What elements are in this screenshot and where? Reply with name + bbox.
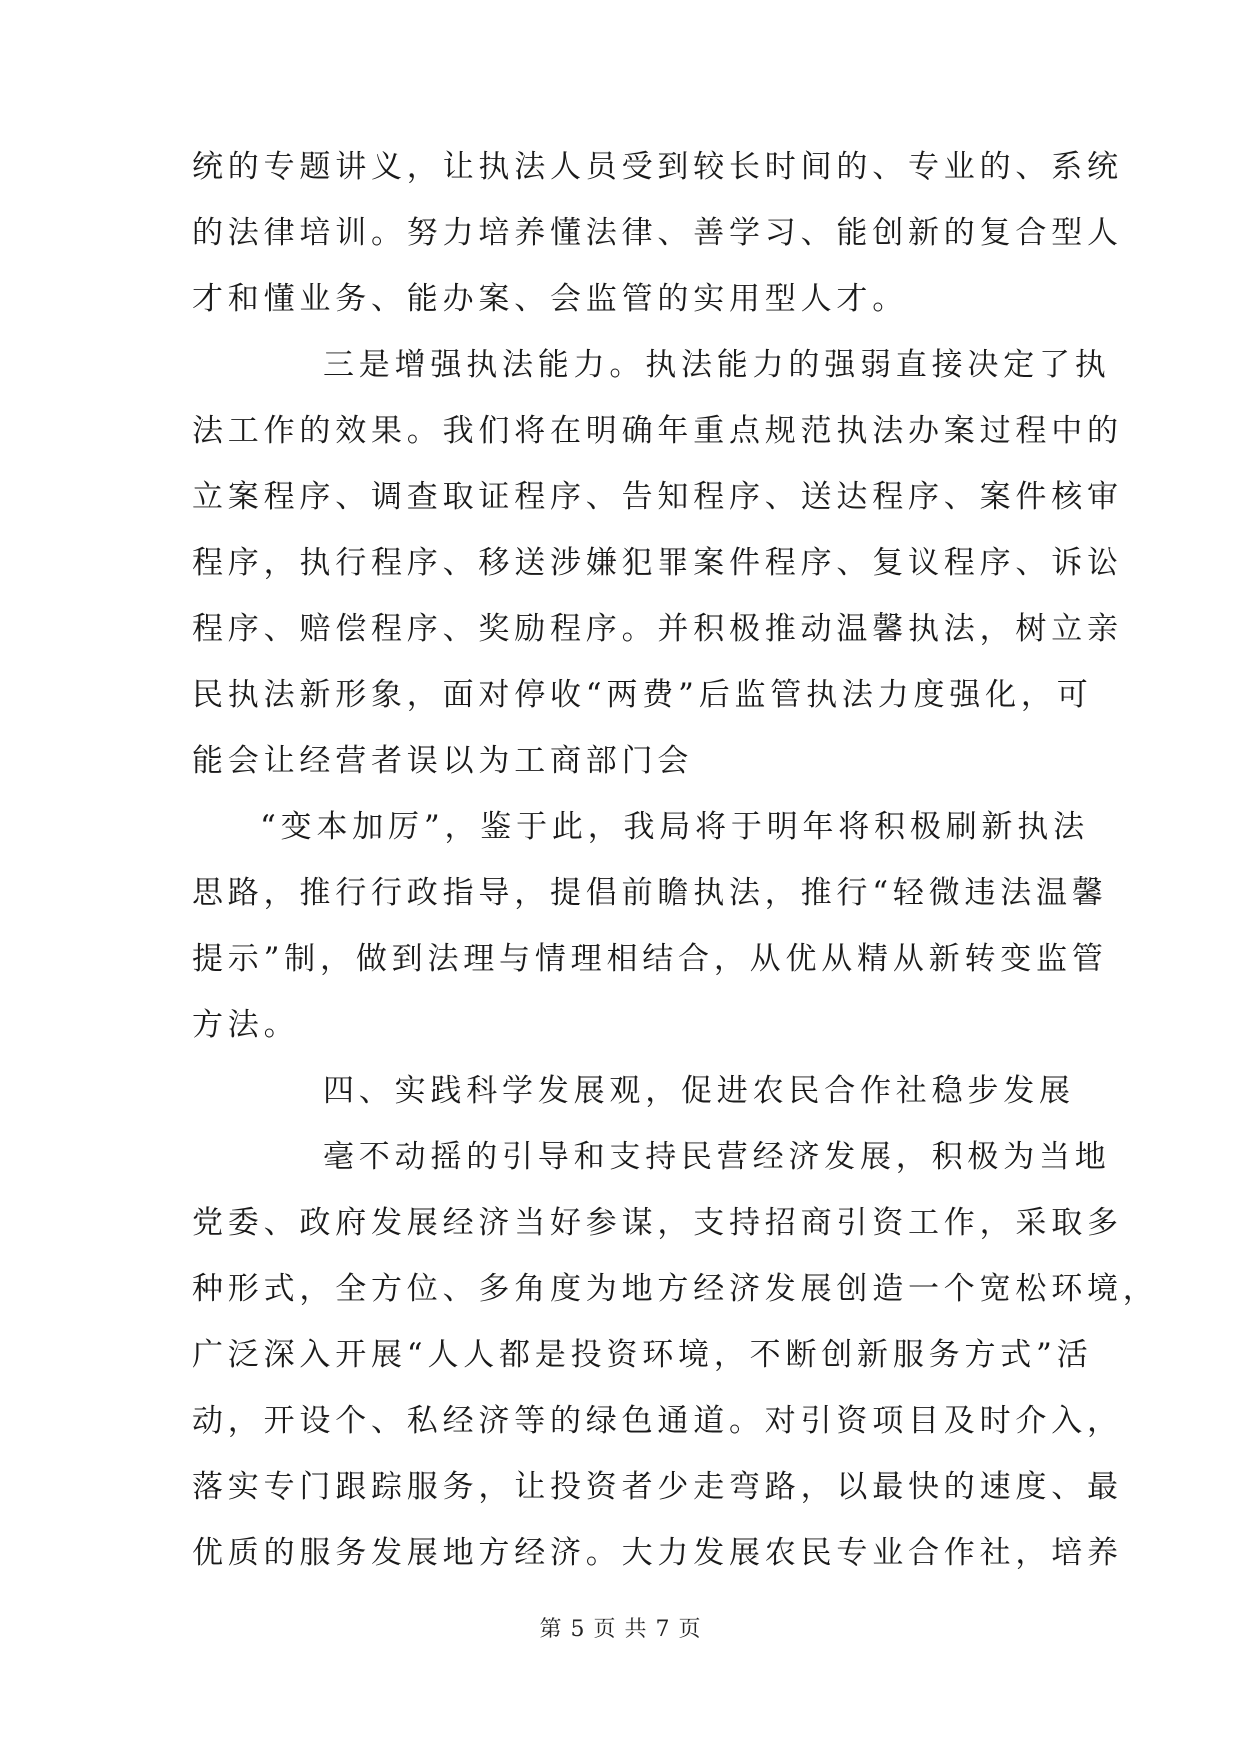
text-line: 优质的服务发展地方经济。大力发展农民专业合作社，培养: [192, 1535, 1123, 1571]
page-footer: 第 5 页 共 7 页: [539, 1617, 702, 1642]
text-line: 党委、政府发展经济当好参谋，支持招商引资工作，采取多: [192, 1205, 1123, 1241]
text-line: 程序，执行程序、移送涉嫌犯罪案件程序、复议程序、诉讼: [192, 545, 1123, 581]
text-line: 落实专门跟踪服务，让投资者少走弯路，以最快的速度、最: [192, 1469, 1123, 1505]
text-line: 思路，推行行政指导，提倡前瞻执法，推行“轻微违法温馨: [192, 875, 1108, 911]
text-line: 广泛深入开展“人人都是投资环境，不断创新服务方式”活: [192, 1337, 1093, 1373]
text-line: 能会让经营者误以为工商部门会: [192, 743, 694, 779]
text-line: 动，开设个、私经济等的绿色通道。对引资项目及时介入，: [192, 1403, 1123, 1439]
text-line: 种形式，全方位、多角度为地方经济发展创造一个宽松环境，: [192, 1271, 1159, 1307]
paragraph-first-line: 三是增强执法能力。执法能力的强弱直接决定了执: [323, 347, 1111, 383]
text-line: 立案程序、调查取证程序、告知程序、送达程序、案件核审: [192, 479, 1123, 515]
text-line: 方法。: [192, 1007, 300, 1043]
text-line: 程序、赔偿程序、奖励程序。并积极推动温馨执法，树立亲: [192, 611, 1123, 647]
paragraph-first-line: “变本加厉”，鉴于此，我局将于明年将积极刷新执法: [260, 809, 1089, 845]
text-line: 才和懂业务、能办案、会监管的实用型人才。: [192, 281, 908, 317]
text-line: 提示”制，做到法理与情理相结合，从优从精从新转变监管: [192, 941, 1108, 977]
section-heading: 四、实践科学发展观，促进农民合作社稳步发展: [323, 1073, 1075, 1109]
text-line: 民执法新形象，面对停收“两费”后监管执法力度强化，可: [192, 677, 1093, 713]
text-line: 法工作的效果。我们将在明确年重点规范执法办案过程中的: [192, 413, 1123, 449]
text-line: 的法律培训。努力培养懂法律、善学习、能创新的复合型人: [192, 215, 1123, 251]
text-line: 统的专题讲义，让执法人员受到较长时间的、专业的、系统: [192, 149, 1123, 185]
paragraph-first-line: 毫不动摇的引导和支持民营经济发展，积极为当地: [323, 1139, 1111, 1175]
